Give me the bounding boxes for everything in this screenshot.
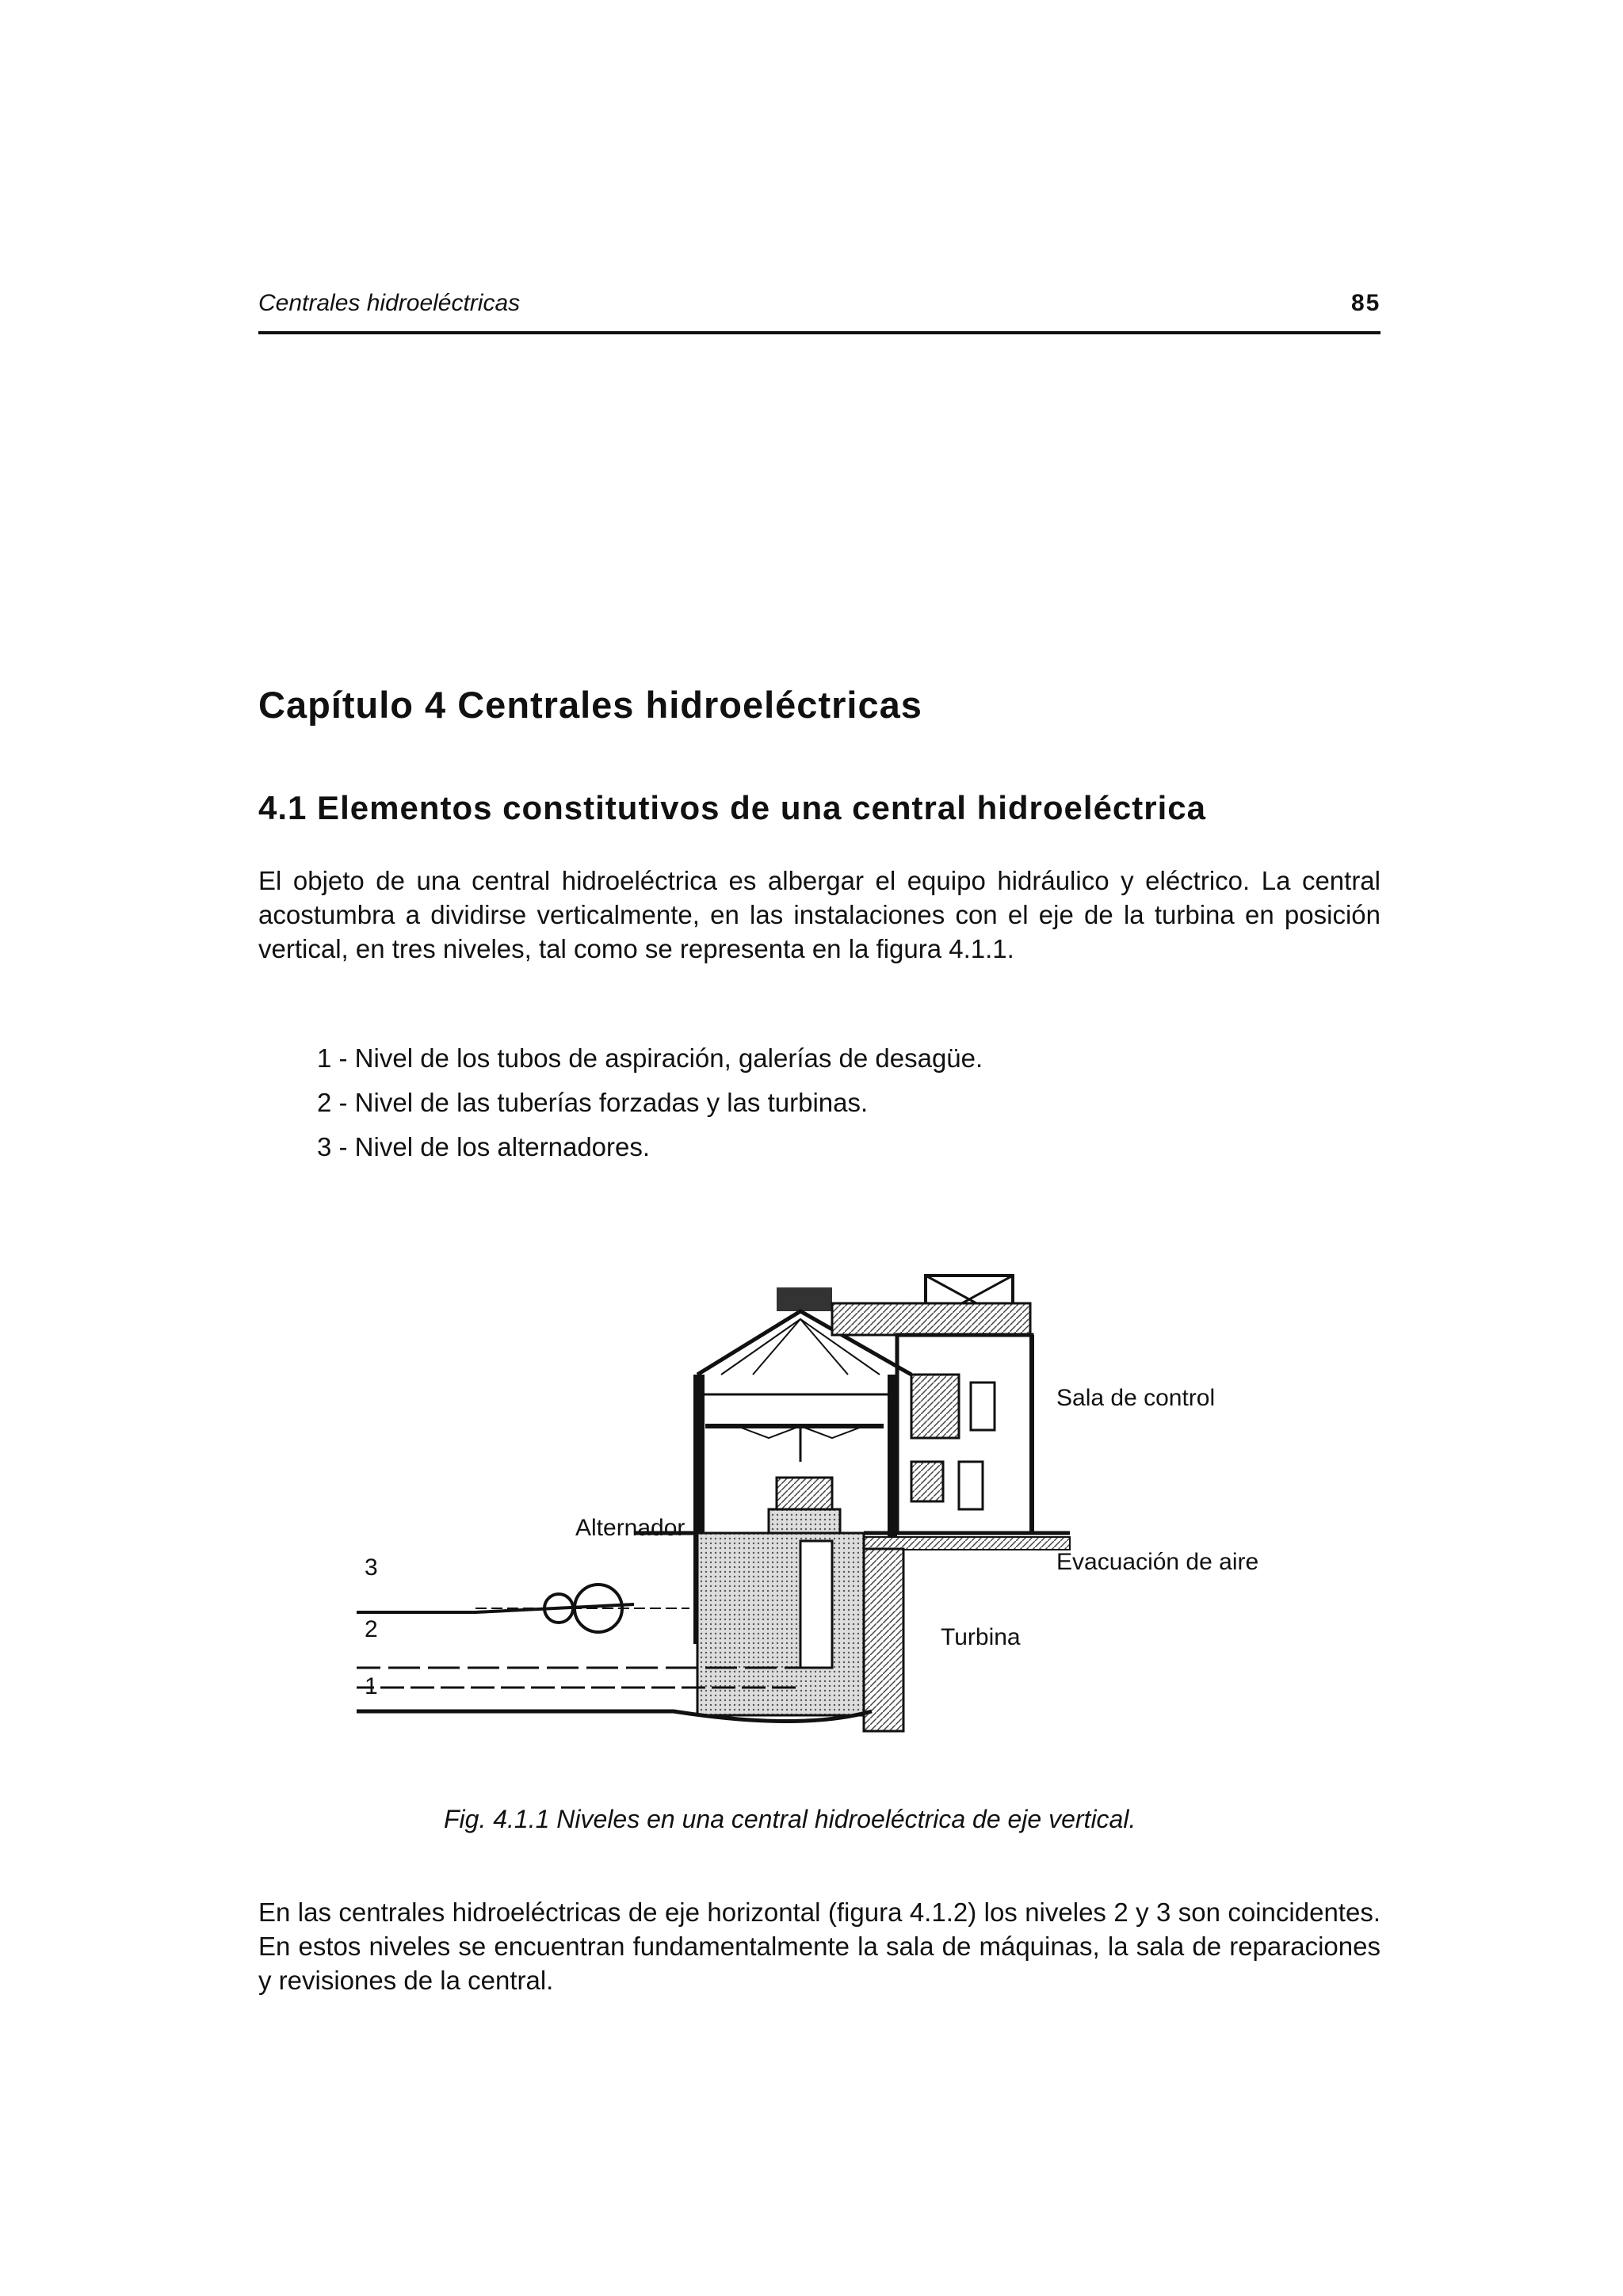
powerhouse-section-drawing [357, 1256, 1276, 1779]
figure-caption: Fig. 4.1.1 Niveles en una central hidroeléctrica de eje vertical. [444, 1805, 1136, 1833]
label-control-room: Sala de control [1056, 1385, 1216, 1411]
label-level-3: 3 [365, 1554, 378, 1581]
label-level-2: 2 [365, 1616, 378, 1642]
label-turbine: Turbina [941, 1624, 1021, 1650]
label-level-1: 1 [365, 1673, 378, 1699]
label-alternator: Alternador [575, 1515, 685, 1541]
section-title: 4.1 Elementos constitutivos de una central hidroeléctrica [258, 789, 1207, 826]
intro-paragraph: El objeto de una central hidroeléctrica es albergar el equipo hidráulico y eléctrico. La central acostumbra a dividirse verticalmente, en las instalaciones con el eje de la turbina en posición vertical, en tres niveles, tal como se representa en la figura 4.1.1. [258, 866, 1381, 963]
closing-paragraph: En las centrales hidroeléctricas de eje horizontal (figura 4.1.2) los niveles 2 y 3 son coincidentes. En estos niveles se encuentran fundamentalmente la sala de máquinas, la sala de reparaciones y revisiones de la central. [258, 1897, 1381, 1995]
levels-list [317, 1036, 983, 1169]
powerhouse-figure [357, 1256, 1276, 1779]
page-number: 85 [1351, 290, 1381, 316]
list-item: 3 - Nivel de los alternadores. [317, 1132, 651, 1161]
running-title: Centrales hidroeléctricas [258, 290, 521, 316]
chapter-title: Capítulo 4 Centrales hidroeléctricas [258, 684, 922, 726]
list-item: 2 - Nivel de las tuberías forzadas y las turbinas. [317, 1088, 869, 1117]
list-item: 1 - Nivel de los tubos de aspiración, galerías de desagüe. [317, 1043, 983, 1073]
label-air-exhaust: Evacuación de aire [1056, 1549, 1259, 1575]
header-rule [258, 331, 1381, 334]
